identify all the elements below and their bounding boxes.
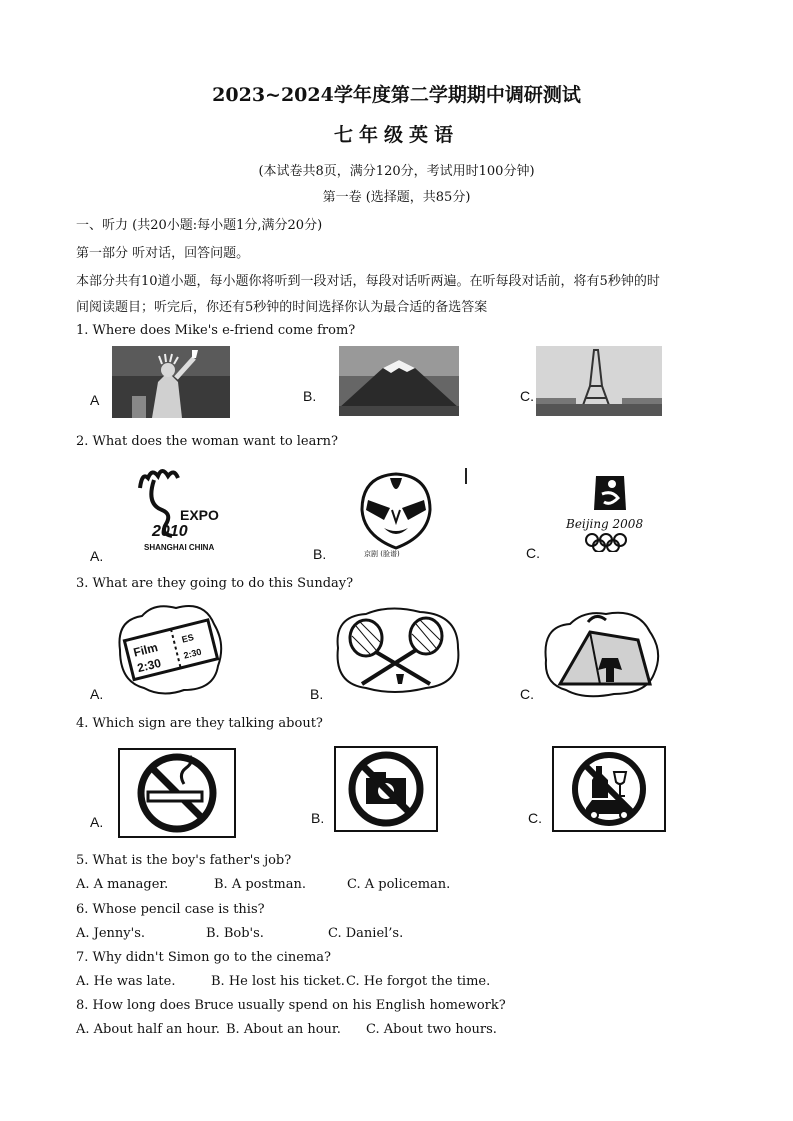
q8-option-b: B. About an hour. bbox=[226, 1022, 341, 1037]
question-2: 2. What does the woman want to learn? bbox=[76, 434, 338, 449]
mask-caption: 京剧 (脸谱) bbox=[364, 550, 400, 558]
film-ticket-icon bbox=[114, 600, 226, 698]
option-label-1a: A bbox=[90, 392, 100, 408]
badminton-icon bbox=[330, 604, 464, 694]
question-3: 3. What are they going to do this Sunday? bbox=[76, 576, 354, 591]
q6-option-b: B. Bob's. bbox=[206, 926, 264, 941]
opera-mask-icon bbox=[354, 470, 438, 558]
q5-option-b: B. A postman. bbox=[214, 877, 306, 892]
instructions-line-1: 本部分共有10道小题，每小题你将听到一段对话，每段对话听两遍。在听每段对话前，将有5秒钟的时 bbox=[76, 274, 660, 289]
no-drink-driving-sign-icon bbox=[552, 746, 666, 832]
option-label-1c: C. bbox=[520, 388, 534, 404]
option-label-3a: A. bbox=[90, 686, 104, 702]
option-label-4c: C. bbox=[528, 810, 542, 826]
page-title: 2023~2024学年度第二学期期中调研测试 bbox=[212, 84, 581, 106]
option-label-2a: A. bbox=[90, 548, 104, 564]
q5-option-c: C. A policeman. bbox=[347, 877, 451, 892]
question-1: 1. Where does Mike's e-friend come from? bbox=[76, 323, 356, 338]
option-label-2b: B. bbox=[313, 546, 327, 562]
q6-option-a: A. Jenny's. bbox=[76, 926, 146, 941]
subject-title: 七年级英语 bbox=[333, 124, 459, 146]
q7-option-a: A. He was late. bbox=[76, 974, 176, 989]
option-label-2c: C. bbox=[526, 545, 540, 561]
question-8: 8. How long does Bruce usually spend on his English homework? bbox=[76, 998, 506, 1013]
no-photos-sign-icon bbox=[334, 746, 438, 832]
question-7: 7. Why didn't Simon go to the cinema? bbox=[76, 950, 332, 965]
option-label-1b: B. bbox=[303, 388, 317, 404]
tent-icon bbox=[540, 604, 664, 700]
mount-fuji-icon bbox=[339, 346, 459, 416]
part-heading: 第一部分 听对话，回答问题。 bbox=[76, 246, 250, 261]
question-5: 5. What is the boy's father's job? bbox=[76, 853, 292, 868]
statue-of-liberty-icon bbox=[112, 346, 230, 418]
part-one-heading: 第一卷 (选择题，共85分) bbox=[322, 190, 471, 205]
ticket-film-text: Film bbox=[131, 640, 160, 660]
q5-option-a: A. A manager. bbox=[76, 877, 169, 892]
eiffel-tower-icon bbox=[536, 346, 662, 416]
option-label-3b: B. bbox=[310, 686, 324, 702]
option-label-3c: C. bbox=[520, 686, 534, 702]
ticket-stub-text: ES bbox=[180, 632, 195, 645]
expo-text: EXPO bbox=[180, 507, 219, 523]
option-label-4b: B. bbox=[311, 810, 325, 826]
q7-option-b: B. He lost his ticket. bbox=[211, 974, 345, 989]
beijing-text: Beijing 2008 bbox=[566, 517, 644, 531]
q7-option-c: C. He forgot the time. bbox=[346, 974, 491, 989]
q8-option-a: A. About half an hour. bbox=[76, 1022, 220, 1037]
expo-city-text: SHANGHAI CHINA bbox=[144, 543, 215, 552]
expo-year-text: 2010 bbox=[152, 523, 188, 540]
ticket-stub-time-text: 2:30 bbox=[182, 646, 203, 661]
stray-mark bbox=[465, 468, 467, 484]
exam-info: (本试卷共8页，满分120分，考试用时100分钟) bbox=[258, 164, 535, 179]
instructions-line-2: 间阅读题目；听完后，你还有5秒钟的时间选择你认为最合适的备选答案 bbox=[76, 300, 488, 315]
question-4: 4. Which sign are they talking about? bbox=[76, 716, 323, 731]
beijing-olympics-logo-icon bbox=[560, 470, 664, 552]
ticket-time-text: 2:30 bbox=[135, 655, 163, 676]
q6-option-c: C. Daniel’s. bbox=[328, 926, 404, 941]
question-6: 6. Whose pencil case is this? bbox=[76, 902, 265, 917]
q8-option-c: C. About two hours. bbox=[366, 1022, 497, 1037]
section-heading: 一、听力 (共20小题:每小题1分,满分20分) bbox=[76, 218, 323, 233]
option-label-4a: A. bbox=[90, 814, 104, 830]
expo-logo-icon bbox=[132, 464, 232, 554]
no-smoking-sign-icon bbox=[118, 748, 236, 838]
